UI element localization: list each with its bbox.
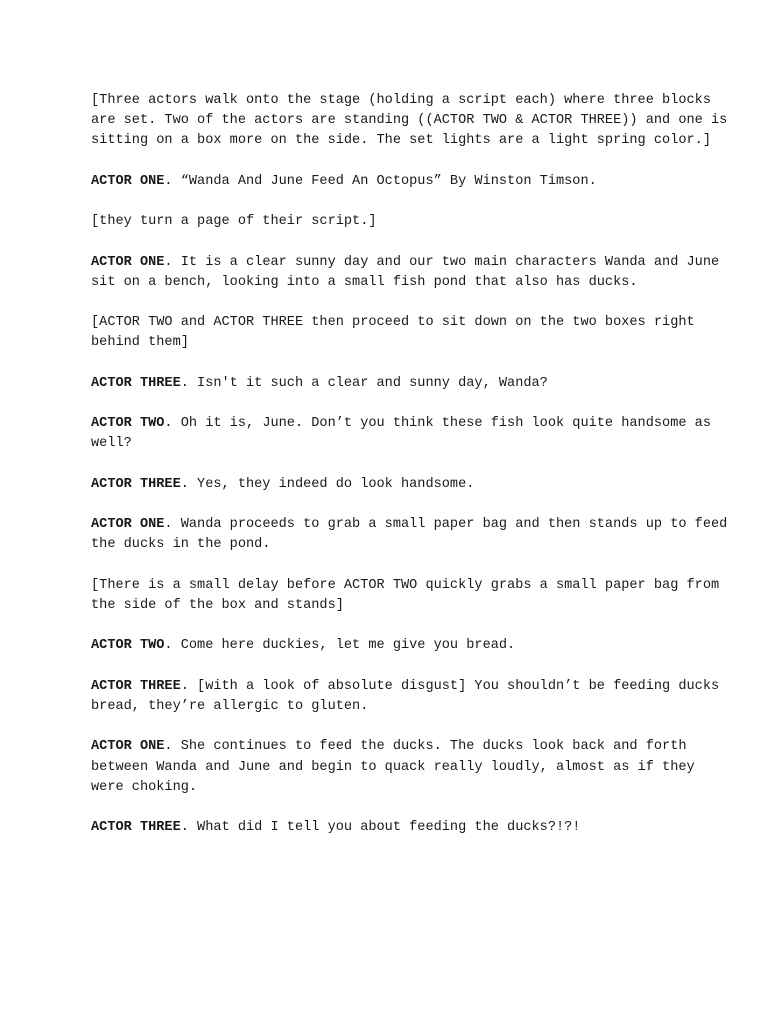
dialogue-line: [91, 737, 731, 798]
speaker-name: ACTOR ONE: [91, 517, 165, 533]
paragraph-text: . [with a look of absolute disgust] You shouldn’t be feeding ducks bread, they’re allergic to gluten.: [91, 678, 728, 714]
speaker-name: ACTOR TWO: [91, 416, 165, 432]
speaker-name: ACTOR TWO: [91, 638, 165, 654]
paragraph-text: . What did I tell you about feeding the ducks?!?!: [180, 820, 581, 836]
speaker-name: ACTOR THREE: [91, 476, 181, 492]
paragraph-text: . Oh it is, June. Don’t you think these fish look quite handsome as well?: [91, 416, 720, 452]
paragraph-text: . “Wanda And June Feed An Octopus” By Winston Timson.: [164, 173, 597, 189]
dialogue-line: [91, 374, 731, 394]
paragraph-text: [There is a small delay before ACTOR TWO quickly grabs a small paper bag from the side of the box and stands]: [91, 577, 728, 613]
paragraph-text: [ACTOR TWO and ACTOR THREE then proceed to sit down on the two boxes right behind them]: [91, 315, 703, 351]
speaker-name: ACTOR THREE: [91, 678, 181, 694]
dialogue-line: [91, 636, 731, 656]
dialogue-line: [91, 818, 731, 838]
speaker-name: ACTOR THREE: [91, 820, 181, 836]
stage-direction: [91, 313, 731, 353]
paragraph-text: [they turn a page of their script.]: [91, 214, 377, 230]
dialogue-line: [91, 677, 731, 717]
paragraph-text: . She continues to feed the ducks. The ducks look back and forth between Wanda and June and begin to quack really loudly, almost as if they were choking.: [91, 739, 703, 795]
paragraph-text: . Come here duckies, let me give you bread.: [164, 638, 516, 654]
dialogue-line: [91, 172, 731, 192]
stage-direction-opening: [91, 91, 736, 152]
speaker-name: ACTOR THREE: [91, 375, 181, 391]
paragraph-text: . Yes, they indeed do look handsome.: [180, 476, 475, 492]
speaker-name: ACTOR ONE: [91, 173, 165, 189]
script-page: [91, 91, 736, 859]
dialogue-line: [91, 475, 731, 495]
paragraph-text: . Isn't it such a clear and sunny day, Wanda?: [180, 375, 548, 391]
speaker-name: ACTOR ONE: [91, 739, 165, 755]
dialogue-line: [91, 515, 736, 555]
paragraph-text: [Three actors walk onto the stage (holding a script each) where three blocks are set. Two of the actors are standing ((ACTOR TWO & ACTOR THREE)) and one is sitting on a box more on the side. The set lights are a light spring color.]: [91, 93, 736, 149]
paragraph-text: . It is a clear sunny day and our two main characters Wanda and June sit on a bench, looking into a small fish pond that also has ducks.: [91, 254, 728, 290]
speaker-name: ACTOR ONE: [91, 254, 165, 270]
dialogue-line: [91, 253, 731, 293]
dialogue-line: [91, 414, 731, 454]
paragraph-text: . Wanda proceeds to grab a small paper bag and then stands up to feed the ducks in the pond.: [91, 517, 736, 553]
stage-direction: [91, 212, 731, 232]
stage-direction: [91, 576, 731, 616]
